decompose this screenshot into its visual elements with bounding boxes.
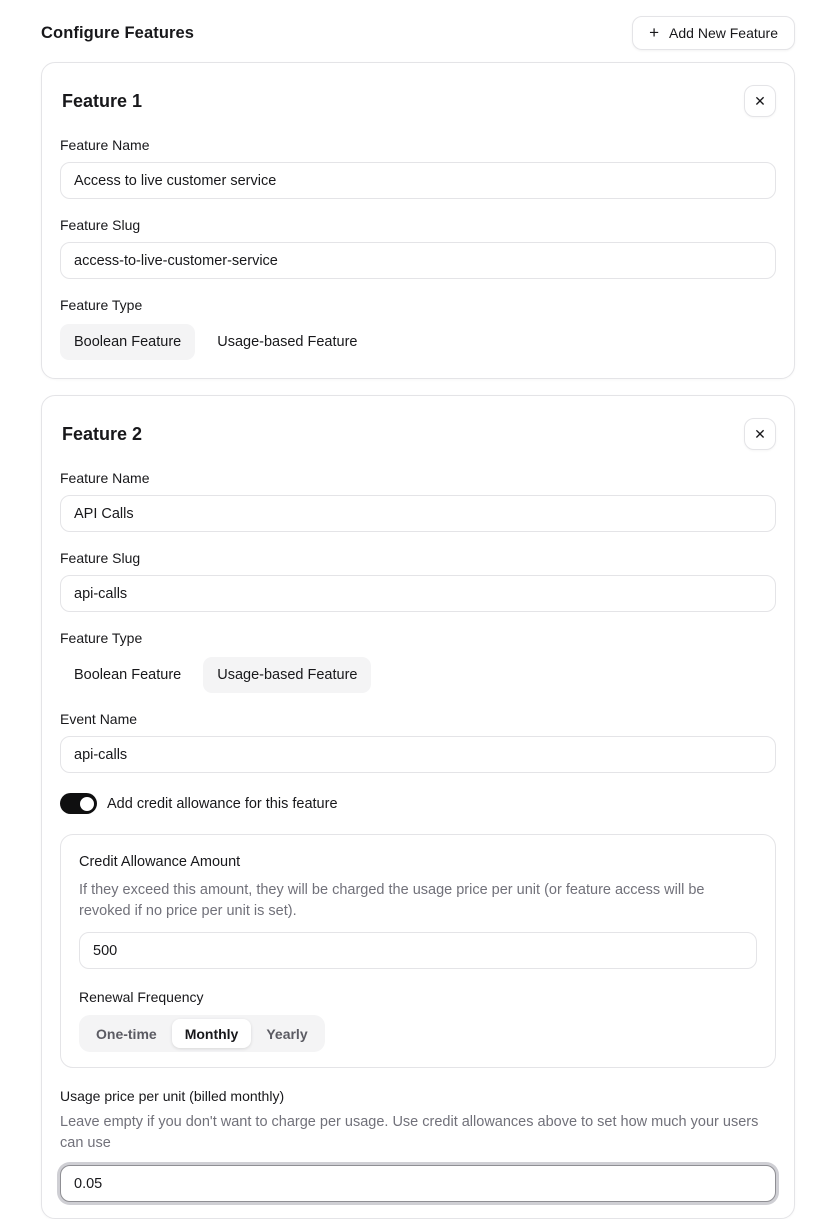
credit-allowance-amount-label: Credit Allowance Amount (79, 854, 241, 870)
feature-2-type-options (60, 657, 776, 693)
feature-name-label: Feature Name (60, 470, 150, 486)
usage-price-description: Leave empty if you don't want to charge per usage. Use credit allowances above to set how much your users can use (60, 1114, 759, 1151)
add-new-feature-label: Add New Feature (669, 25, 778, 41)
renewal-frequency-monthly-option[interactable]: Monthly (172, 1019, 252, 1048)
credit-allowance-amount-input[interactable] (79, 932, 757, 969)
renewal-frequency-one-time-option[interactable]: One-time (83, 1019, 170, 1048)
credit-allowance-toggle-label: Add credit allowance for this feature (107, 795, 338, 812)
close-icon: ✕ (754, 425, 766, 442)
feature-2-name-input[interactable] (60, 495, 776, 532)
feature-1-name-field (60, 137, 776, 199)
feature-card-1 (41, 62, 795, 379)
feature-2-slug-field (60, 550, 776, 612)
feature-1-header (60, 85, 776, 117)
feature-2-remove-button[interactable] (744, 418, 776, 450)
feature-1-type-field (60, 297, 776, 360)
feature-2-boolean-feature-option[interactable]: Boolean Feature (60, 657, 195, 693)
plus-icon: + (649, 22, 660, 42)
renewal-frequency-yearly-option[interactable]: Yearly (253, 1019, 320, 1048)
feature-2-usage-based-feature-option[interactable]: Usage-based Feature (203, 657, 371, 693)
feature-2-event-name-field (60, 711, 776, 773)
feature-slug-label: Feature Slug (60, 550, 141, 566)
feature-2-slug-input[interactable] (60, 575, 776, 612)
feature-1-remove-button[interactable] (744, 85, 776, 117)
feature-1-usage-based-feature-option[interactable]: Usage-based Feature (203, 324, 371, 360)
usage-price-label: Usage price per unit (billed monthly) (60, 1088, 285, 1105)
add-new-feature-button[interactable] (632, 16, 795, 50)
feature-2-name-field (60, 470, 776, 532)
feature-2-title: Feature 2 (62, 423, 143, 444)
feature-1-slug-field (60, 217, 776, 279)
feature-2-type-field (60, 630, 776, 693)
credit-allowance-section (60, 834, 776, 1068)
event-name-label: Event Name (60, 711, 138, 727)
feature-2-header (60, 418, 776, 450)
toggle-knob (79, 796, 95, 812)
feature-type-label: Feature Type (60, 297, 143, 313)
feature-1-name-input[interactable] (60, 162, 776, 199)
feature-2-event-name-input[interactable] (60, 736, 776, 773)
feature-type-label: Feature Type (60, 630, 143, 646)
feature-1-slug-input[interactable] (60, 242, 776, 279)
feature-1-boolean-feature-option[interactable]: Boolean Feature (60, 324, 195, 360)
usage-price-section (60, 1088, 776, 1202)
credit-allowance-toggle-row (60, 793, 776, 814)
credit-allowance-toggle[interactable] (60, 793, 97, 814)
feature-slug-label: Feature Slug (60, 217, 141, 233)
credit-allowance-description: If they exceed this amount, they will be charged the usage price per unit (or feature access will be revoked if no price per unit is set). (79, 882, 705, 919)
feature-name-label: Feature Name (60, 137, 150, 153)
page-header (41, 16, 795, 50)
feature-1-type-options (60, 324, 776, 360)
usage-price-input[interactable] (60, 1165, 776, 1202)
feature-card-2 (41, 395, 795, 1219)
feature-1-title: Feature 1 (62, 90, 143, 111)
page-title: Configure Features (41, 23, 195, 42)
renewal-frequency-label: Renewal Frequency (79, 989, 204, 1006)
close-icon: ✕ (754, 92, 766, 109)
renewal-frequency-segmented-control (79, 1015, 325, 1052)
